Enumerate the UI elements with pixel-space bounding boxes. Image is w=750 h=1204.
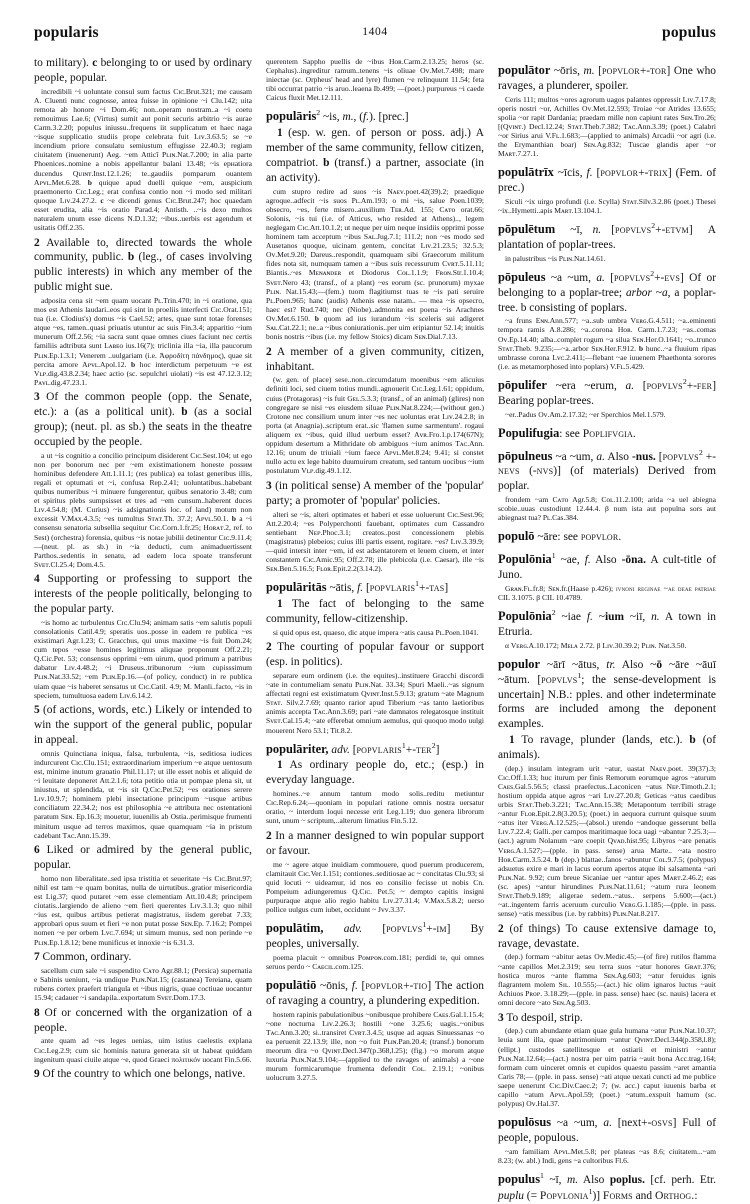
citation-block: Gʀᴀɴ.Fʟ.fr.8; Sᴇɴ.fr.(Haase p.426); ivnoni reginae ~ae deae patriae CIL 3.1075. β CIL 10.4789.: [498, 583, 716, 603]
citation-block: me ~ agere atque inuidiam commouere, quod puerum producerem, clamitauit Cɪᴄ.Ver.1.151; contiones..seditiosae ac ~ concitatas Clu.93; si quid locuti ~ uideamur, id nos eo consilio fecisse ut nobis Cn. Pompeium adiungeremus Q.Cɪᴄ. Pet.5; ~ dempto capitis insigni purpuraque atque alio regio habitu Lɪᴠ.27.31.4; V.Mᴀx.5.8.2; uerso pollice uulgus cum iubet, occidunt ~ Jᴠᴠ.3.37.: [266, 859, 484, 915]
citation-block: querentem Sappho puellis de ~ibus Hᴏʀ.Carm.2.13.25; heros (sc. Cephalus)..ingreditur ramum..tenens ~is oliuae Oᴠ.Met.7.498; mare iniectae (sc. Orpheus' head and lyre) flumen ~e relinquunt 11.54; feta tibi occurrat patrio ~is aruo..leaena Ib.499; —(poet.) purpureus ~i caede Caicus fluxit Met.12.111.: [266, 57, 484, 103]
citation-block: incredibili ~i uoluntate consul sum factus Cɪᴄ.Brut.321; me causam A. Cluenti nunc cognosse, antea fuisse in opinione ~i Clu.142; uita remota ab honore ~i Dom.46; non..operam nostram..a ~i coetu remouimus Lae.6; (Virtus) sumit aut ponit securis arbitrio ~is aurae Carm.3.2.20; populus iniussu..frequens iit supplicatum et haec naga ~isque supplicatio studiis prope celebrata fuit Lɪᴠ.3.63.5; se ~e incendium priore consulatu semiustum effugisse 22.40.3; regiam ciuitatem (inuenerunt) Aeg. ~em Atticī Pʟɪɴ.Nat.7.200; in alia parte Phoenices..nomine a nobis appellantur balani 13.48; ~is ернаtiora ducendus Qᴜɪɴᴛ.Inst.12.1.26; te..gaudiis pomparum ouantem Aᴘᴠʟ.Met.6.28. b quique apud duelli quique ~em, auspicium praemonerto Cɪᴄ.Leg.; erat confusa contio non ~i modo sed militari quoque Lɪᴠ.24.27.2. c ~e dicendi genus Cɪᴄ.Brut.247; hoc quaedam esset erudita, alia ~is oratio Parad.4; Antisth. ..~is dexo multos naturalem unum esse dicens N.D.1.32; ~ibus..uerbis est agendum et usitatis Off.2.35.: [34, 86, 252, 233]
citation-block: hostem rapinis pabulationibus ~onibusque prohibere Cᴀᴇs.Gal.1.15.4; ~one nocturna Lɪᴠ.2.26.3; hostili ~one 3.25.6; uagis..~onibus Tᴀᴄ.Ann.3.20; si..transiret Cᴠʀᴛ.3.4.5; usque ad aquas Sinuessanas ~o ea peruenit 22.13.9; ille, non ~o fuit Pʟɪɴ.Pan.20.4; (transf.) bonorum meorum dira ~o Qᴠɪɴᴛ.Decl.347(p.368,l.25); (fig.) ~o morum atque luxuria Pʟɪɴ.Nat.9.104;—(applied to the ravages of animals) a ~one murum formicarumque frumenta defendit Cᴏʟ. 2.19.1; ~onibus uolucrum 3.27.5.: [266, 1009, 484, 1083]
citation-block: homo non liberalitate..sed ipsa tristitia et seueritate ~is Cɪᴄ.Brut.97; nihil est tam ~e quam bonitas, nulla de uirtutibus..gratior misericordia est Lig.37; quod putaret ~em esse clementiam Att.10.4.8; principem ciutatis..largiendo de alieno ~em fieri querentes Lɪᴠ.3.1.3; quo nihil ~ius est, quibus artibus petierat magistratus, iisdem gerebat 7.33; approbari opus suum et fieri ~e non putat posse Sᴇɴ.Ep. 7.16.2; Pompei nomen ~e per orbem Lᴠᴄ.7.694; ut simum munus, sed non perinde ~e Pʟɪɴ.Ep.1.8.12; bene munificus et innoxie ~is 6.31.3.: [34, 873, 252, 947]
dictionary-headword: Populōnia$^1$ ~ae, f. Also -ōna. A cult-title of Juno.: [498, 551, 716, 581]
dictionary-headword: Populifugia: see Poplifvgia.: [498, 425, 636, 440]
dictionary-headword: populōsus ~a ~um, a. [next+-osvs] Full of people, populous.: [498, 1115, 716, 1145]
citation-block: cum stupro redire ad suos ~is Nᴀᴇᴠ.poet.42(39).2; praedique agroque..adfecit ~is suos Pʟ.Am.193; o mi ~is, salue Poen.1039; obsecro, ~es, ferte misero..auxilium Tᴇʀ.Ad. 155; Cᴀᴛᴏ orat.66; Solonis, ~is tui (i.e. of Atticus, who resided at Athens).., legem neglegam Cɪᴄ.Att.10.1.2; ut neque per uim neque insidiis opprimi posse hominem tam acceptum ~ibus Sᴀʟ.Jug.7.1; 111.2; non ~es modo sed Ausetanos quoque, uicinam gentem, concitat Lɪᴠ.21.23.5; 32.5.3; Oᴠ.Met.9.20; Dareus..respondit, quamquam sibi Graecorum militum fides nota sit, numquam tamen a ~ibus suis recessurum Cᴠʀᴛ.5.11.11; Biantis..~es Mᴇɴᴀɴᴅᴇʀ et Diodorus Cᴏʟ.1.1.9; Fʀᴏɴ.Str.1.10.4; Sᴠᴇᴛ.Nero 43; (transf., of a plant) ~es eorum (sc. prunorum) myxae Pʟɪɴ. Nat.15.43;—(fem.) tuom flagitiumst tuas te ~is pati seruire Pʟ.Poen.965; hanc (audis) Athenis esse natam.. — mea ~is opsecro, haec est? Rud.740; nec (Niobe)..admonita est poena ~is Arachnes Oᴠ.Met.6.150. b quom ad ius iurandum ~is sceleris sui adigeret Sᴀʟ.Cat.22.1; ne..a ~ibus coniurationis..per uim eripiantur 52.14; inuitis bonis nostris ~ibus (i.e. my fellow Stoics) dicam Sᴇɴ.Dial.7.13.: [266, 186, 484, 342]
dictionary-headword: populātrīx ~īcis, f. [popvlor+-trix] (Fem. of prec.): [498, 165, 716, 195]
sense-definition: 1 (esp. w. gen. of person or poss. adj.) A member of the same community, fellow citizen, compatriot. b (transf.) a partner, associate (in an activity).: [266, 127, 485, 184]
dictionary-headword: populātor ~ōris, m. [popvlor+-tor] One who ravages, a plunderer, spoiler.: [498, 63, 716, 92]
citation-block: in palustribus ~is Pʟɪɴ.Nat.14.61.: [505, 253, 606, 263]
running-head: [34, 24, 716, 46]
sense-definition: 8 Of or concerned with the organization of a people.: [34, 1006, 252, 1034]
dictionary-headword: Populōnia$^2$ ~iae f. ~ium ~iī, n. A town in Etruria.: [498, 608, 716, 638]
dictionary-headword: populāris$^2$ ~is, m., (f.). [prec.]: [266, 108, 409, 124]
sense-definition: 2 In a manner designed to win popular support or favour.: [266, 829, 484, 857]
sense-definition: 7 Common, ordinary.: [34, 951, 132, 964]
citation-block: frondem ~am Cᴀᴛᴏ Agr.5.8; Cᴏʟ.11.2.100; arida ~a uel abiegna scobie..uuas custodiunt 12.44.4. β num ista aut populna sors aut abiegnast tua? Pʟ.Cas.384.: [498, 495, 716, 523]
sense-definition: 3 To despoil, strip.: [498, 1011, 583, 1024]
citation-block: (dep.) insulam integram urit ~atur, uastat Nᴀᴇᴠ.poet. 39(37).3; Cɪᴄ.Off.1.33; huc iturum per finis Remorum eorumque agros ~aturum Cᴀᴇs.Gal.5.56.5; classi praefectus..Laconicen ~atus Nᴇᴘ.Timoth.2.1; hostium oppida atque agros ~ari Lɪᴠ.27.20.8; Geticas ~atus caedibus urbis Sᴛᴀᴛ.Theb.3.221; Tᴀᴄ.Ann.15.38; Metapontum terribili strage ~antur Fʟᴏʀ.Epit.2.8(3.20.5); (poet.) in aequora currunt quisque suum ~atus iter Vᴇʀɢ.A.12.525;—(absol.) urendo ~andoque gesserunt bella Lɪᴠ.7.22.4; Galli..per campos maritimaque loca uagi ~abantur 7.25.3;—(act.) agrum Nolanum ~are coepit Qᴠᴀᴅ.hist.95; Libyros ~are penatis Vᴇʀɢ.A.1.527;—(pple. in pass. sense) arua Marte.. ~ata nostro Hᴏʀ.Carm.3.5.24. b (dep.) blattae..fanos ~abuntur Cᴏʟ.9.7.5; (polypus) adsuetus exire e mari in lacus eorum apertos atque ibi salsamenta ~ari Pʟɪɴ.Nat. 9.92; cum breue Sicaniae uer ~antur apes Mᴀʀᴛ.2.46.2; eas (sc. apes) ~antur hirundines Pʟɪɴ.Nat.11.61; ~atum rura leonem Sᴛᴀᴛ.Theb.9.189; aligerae sedem..~atus.. serpens 5.600;—(act.) ~at..ingentem farris aceruum curculio Vᴇʀɢ.G.1.185;—(pple. in pass. sense) ~atis messibus (i.e. by rabbits) Pʟɪɴ.Nat.8.217.: [498, 763, 716, 919]
sense-definition: 2 A member of a given community, citizen, inhabitant.: [266, 345, 484, 373]
sense-definition: 6 Liked or admired by the general public, popular.: [34, 844, 252, 872]
running-head-left: popularis: [34, 24, 99, 41]
text-column-2: [266, 56, 485, 1083]
citation-block: ~is homo ac turbulentus Cɪᴄ.Clu.94; animam satis ~em salutis populi consolationis Catil.4.9; speratis uos..posse in eadem re publica ~es existimari Agr.1.23; C. Gracchus, qui unus maxime ~is fuit Dom.24; cum tepos ~esse homines legitimus aliquae proponunt Off.2.21; Q.Cic.Pet. 53; consensus opprimi ~em uirum, quod primum a patribus dabatur Lɪᴠ.4.48.2; ~i Druseus..tribunorum ~ium cupisssimum Pʟɪɴ.Nat.33.52; ~em Pʟɪɴ.Ep.16.—(of policy, conduct) in re publica uiam quae ~is haberet sensatus ut Cɪᴄ.Catil. 4.9; M. Manli..facto, ~is in speciem, tumultuosa eadem Lɪᴠ.6.14.2.: [34, 617, 252, 700]
citation-block: si quid opus est, quaeso, dic atque impera ~atis causa Pʟ.Poen.1041.: [273, 627, 479, 637]
dictionary-headword: populō ~āre: see popvlor.: [498, 529, 622, 544]
citation-block: omnis Quinctiana iniqua, falsa, turbulenta, ~is, seditiosa iudices indurcurent Cɪᴄ.Clu.151; extraordinarium imperium ~e atque uentosum est, minime inutum grauatio Phil.11.17; ut ille esset nobis et aliquid de ~i leuitate deponeret Att.2.1.6; tota petitio otia ut pompae plena sit, ut iniustus, ut splendida, ut ~is sit Q.Cɪᴄ.Pet.52; ~es orationes serere Lɪᴠ.10.9.7; hominem plebi insectatione principum ~usque artibus conciliatum 22.34.2; nos est philosophia ~e attributa nec ostentationi paratum Sᴇɴ. Ep.16.3; mouetur, iuuenilis ab Ostia..perimisque frumenti minitum usque ad terros maximos, quae quamquam ~ia in pristum cadebant Tᴀᴄ.Ann.15.39.: [34, 748, 252, 840]
running-head-right: populus: [662, 24, 716, 41]
sense-definition: 9 Of the country to which one belongs, native.: [34, 1068, 246, 1081]
sense-definition: 1 The fact of belonging to the same community, fellow-citizenship.: [266, 598, 484, 625]
text-column-1: [34, 56, 253, 1081]
citation-block: adposita cena sit ~em quam uocant Pʟ.Trin.470; in ~i oratione, qua mos est Athenis laudari..eos qui sint in proeliis interfecti Cɪᴄ.Orat.151; tua (i.e. Clodius's) domus ~is Cael.52; artes, quae sunt totae forenses atque ~es, tamen..quasi priuatis utuntur ac suis Fin.3.4; apparitio ~ium munerum Off.2.56; ~ia sacra sunt quae omnes ciues faciunt nec certis familiis adtributa sunt Lᴀʙᴇᴏ ius.16(7); triclinia illa ~ia, illa paucorum Pʟɪɴ.Ep.1.3.1; Venerem ..uulgariam (i.e. Ἀφροδίτη πάνδημος), quae sit percita amore Aᴘᴠʟ.Apol.12. b hoc interdictum perpetuum ~e est Vʟᴘ.dig.43.8.2.34; haec actio (sc. sepulchri uiolati) ~is est 47.12.3.12; Pᴀᴠʟ.dig.47.23.1.: [34, 295, 252, 387]
dictionary-headword: pōpulifer ~era ~erum, a. [popvlvs$^2$+-fer] Bearing poplar-trees.: [498, 377, 716, 407]
sense-definition: 2 (of things) To cause extensive damage to, ravage, devastate.: [498, 922, 716, 950]
sense-definition: 2 Available to, directed towards the whole community, public. b (leg., of cases involving public interests) in which any member of the public might sue.: [34, 236, 253, 294]
page-number: 1404: [362, 26, 388, 38]
citation-block: homines..~e annum tantum modo solis..reditu metiuntur Cɪᴄ.Rep.6.24;—quoniam in populari ratione omnis nostra uersatur oratio, ~ interdum loqui necesse erit Leg.1.19; duo genera librorum sunt, unum ~ scriptum,..alterum limatius Fin.5.12.: [266, 789, 484, 826]
citation-block: (w. gen. of place) sese..non..circumdatum moenibus ~em alicuius definiti loci, sed ciuem totius mundi..agnouerit Cɪᴄ.Leg.1.61; oppidum, cuius (Protagoras) ~is fuit Gᴇʟ.5.3.3; (transf., of an animal) (glires) non congregare se nisi ~es eiusdem siluae Pʟɪɴ.Nat.8.224;—(without gen.) Crotone nec consilium unum inter ~es nec uoluntas erat Lɪᴠ.24.2.8; in porta (at Anagnia)..scriptum erat..sic 'flamen sume sarmentum'. rogaui aliquem ex ~ibus, quid illud uerbum esset? Aᴠʀ.Fro.1.p.174(67N); oppidum desertum a Mithridate ob ambiguos ~ium animos Tᴀᴄ.Ann. 12.16; unum de triuiali ~ium faece Aᴘᴠʟ.Met.8.24; 9.41; si constet nullo actu ex lege habito duumuirum creatum, sed tantum uocibus ~ium postulatum Vʟᴘ.dig.49.1.12.: [266, 375, 484, 476]
citation-block: ~er..Padus Oᴠ.Am.2.17.32; ~er Sperchios Mel.1.579.: [505, 409, 666, 419]
citation-block: Ceris 111; multos ~ores agrorum uagos palantes oppressit Lɪᴠ.7.17.8; operis nostri ~or, Achilles Oᴠ.Met.12.593; Troiae ~or Atrides 13.655; spolia ~or rapit Dardania; praedam mille non capiunt rates Sᴇɴ.Tro.26; [(Qᴠɪɴᴛ.) Decl.12.24; Sᴛᴀᴛ.Theb.7.382; Tᴀᴄ.Ann.3.39; (poet.) Calabri ~or Sirius arui V.Fʟ.1.683;—(applied to animals) Arcadii ~or agri (i.e. the Erymanthian boar) Sᴇɴ.Ag.832; Tuscae glandis aper ~or Mᴀʀᴛ.7.27.1.: [498, 94, 716, 159]
citation-block: (dep.) cum abundante etiam quae gula humana ~atur Pʟɪɴ.Nat.10.37; leuia sunt illa, quae patrimonium ~antur Qᴠɪɴᴛ.Decl.344(p.358,l.8); (ellipt.) custodes satellitesque et ostiarii et ministri ~antur Pʟɪɴ.Nat.12.64;—(act.) nostra per uim patria ~auit bona Acc.trag.164; formam cum uinceret omnis et cupidos quaestu passim ~aret amantia Caris 78;— (pple. in pass. sense) ~ati atque uexati cuncti ad me publice saepe uenerunt Cɪᴄ.Div.Caec.2; 7; (w. acc.) caput iuuenis barba et capillo ~atum Aᴘᴠʟ.Apol.59; (poet.) ~atum..exspuit hamum (sc. polypus) Oᴠ.Hal.37.: [498, 1026, 716, 1109]
sense-definition: 2 The courting of popular favour or support (esp. in politics).: [266, 641, 484, 669]
citation-block: ante quam ad ~es leges uenias, uim istius caelestis explana Cɪᴄ.Leg.2.9; cum sic hominis natura generata sit ut habeat quiddam ingenitum quasi ciuile atque ~e, quod Graeci πολιτικόν uocant Fin.5.66.: [34, 1036, 252, 1064]
dictionary-headword: populus$^1$ ~ī, m. Also poplus. [cf. perh. Etr. puplu (= Popvlonia$^1$)] Forms and Orthog.:: [498, 1171, 716, 1202]
dictionary-headword: populāriter, adv. [popvlaris$^1$+-ter$^2$]: [266, 740, 440, 756]
citation-block: α Vᴇʀɢ.A.10.172; Mᴇʟᴀ 2.72. β Lɪᴠ.30.39.2; Pʟɪɴ. Nat.3.50.: [505, 640, 687, 650]
text-column-3: [498, 56, 717, 1202]
citation-block: poema placuit ~ omnibus Pᴏᴍᴘᴏɴ.com.181; perdidi te, qui omnes seruos perdo ~ Cᴀᴇᴄɪʟ.com.125.: [266, 952, 484, 971]
sense-definition: to military). c belonging to or used by ordinary people, popular.: [34, 57, 252, 84]
citation-block: Siculi ~ix uirgo profundi (i.e. Scylla) Sᴛᴀᴛ.Silv.3.2.86 (poet.) Thesei ~ix..Hymetti..apis Mᴀʀᴛ.13.104.1.: [498, 196, 716, 216]
citation-block: ~am familiam Aᴘᴠʟ.Met.5.8; per plateas ~as 8.6; ciuitatem...~am 8.23; (w. abl.) Indi, gens ~a cultoribus Fl.6.: [498, 1146, 716, 1165]
citation-block: alteri se ~is, alteri optimates et haberi et esse uoluerunt Cɪᴄ.Sest.96; Att.2.20.4; ~es Polyperchonti fauebant, optimates cum Cassandro sentiebant Nᴇᴘ.Phoc.3.1; creatos..post concessionem plebis (magistratus) plebeios; cuius illi partis essent, rogitare. ~es? Lɪᴠ.3.39.9;—quid intersit inter ~em, id est adsentatorem et leuem ciuem, et inter constantem Cɪᴄ.Amic.95; Off.2.78; ille plebicola (i.e. Caesar), ille ~is Sᴇɴ.Ben.5.16.5; Fʟᴏʀ.Epit.2.2(3.14.2).: [266, 509, 484, 574]
sense-definition: 3 Of the common people (opp. the Senate, etc.): a (as a political unit). b (as a social group); (neut. pl. as sb.) the seats in the theatre occupied by the people.: [34, 391, 252, 448]
sense-definition: 5 (of actions, words, etc.) Likely or intended to win the support of the general public, popular in appeal.: [34, 704, 252, 746]
citation-block: a ut ~is cognitio a concilio principum disiderent Cɪᴄ.Sest.104; ut ego non per bonorum nec per ~em existimationem honeste possим hominibus defendere Att.1.11.1; (res publica) ea tolast generibus illis, regali et optumati et ~i, confusa Rep.2.41; uoluntatibus..habebant quibus numeribus ~i minuere fungerentur, quibus senatorio 3.48; cum et spiritus plebs sumpsisset et tres ad ~em cunsum..haberent duces Lɪᴠ.4.54.8; (M. Curius) ~is adsignationis loc. of land) motum non excessit V.Mᴀx.4.3.5; ~es tumultus Sᴛᴀᴛ.Th. 37.2; Aᴘᴠʟ.50.1. b a ~i consensu senatoria subsellia sequitur Cɪᴄ.Corn.1.fr.25; Hᴏʀᴀᴛ.2, ref. to Sest) (orchestra) forensia, quibus ~is notae jubilii detinentur Cɪᴄ.9.11.4;—(neut. pl. as sb.) in ~ia deducti, cum animaduertissent Parthos..sedentis in senatu, ad eadem loca spoate transferunt Sᴠᴇᴛ.Cl.25.4; Dom.4.5.: [34, 450, 253, 569]
column-container: [34, 56, 718, 1202]
sense-definition: 1 As ordinary people do, etc.; (esp.) in everyday language.: [266, 759, 484, 787]
dictionary-headword: populāritās ~ātis, f. [popvlaris$^1$+-tas]: [266, 579, 449, 595]
dictionary-headword: pōpulētum ~ī, n. [popvlvs$^2$+-etvm] A plantation of poplar-trees.: [498, 221, 716, 251]
dictionary-headword: populātim, adv. [popvlvs$^1$+-im] By peoples, universally.: [266, 920, 484, 950]
citation-block: (dep.) formam ~abitur aetas Oᴠ.Medic.45;—(of fire) rutilos flammа ~ante capillos Met.2.319; seu terra suos ~atur honores Gʀᴀᴛ.376; hostica muros ~ante flamma Sᴇɴ.Ag.603; ~atur feruidus ignis flagrantem molem Sɪʟ. 10.555;—(act.) hic olim ignaros luctus ~auit Achiuos Pʀᴏᴘ. 3.18.29;—(pple. in pass. sense) haec (sc. nauis) lacera et omni decore ~ato Sᴇɴ.Ag.503.: [498, 952, 716, 1007]
citation-block: sacellum cum sale ~i suspendito Cᴀᴛᴏ Agr.88.1; (Persica) supernatia e Sabinis ueniunt, ~ia undique Pʟɪɴ.Nat.15; (castanea) Tereiana, quam rubens cortex praefert triangula et ~ibus nigris, quae coctiuae uocantur 15.94; cadauer ~i sandapila..exportatum Sᴠᴇᴛ.Dom.17.3.: [34, 965, 252, 1003]
citation-block: ~a fruns Eɴɴ.Ann.577; ~a..sub umbra Vᴇʀɢ.G.4.511; ~a..eminenti tempora ramis A.8.286; ~a..corona Hᴏʀ. Carm.1.7.23; ~as..comas Oᴠ.Ep.14.40; alba..complet rogum ~a silua Sᴇɴ.Her.O.1641; ~o..trunco Sᴛᴀᴛ.Theb. 9.235;—~a..arbor Sᴇɴ.Her.F.912. b hunc..~a fluuium ripas umbrasse corona Lᴠᴄ.2.411;—flebant ~ae iuuenem Phaethonta sorores (i.e. as metamorphosed into poplars) V.Fʟ.5.429.: [498, 316, 716, 371]
dictionary-headword: populor ~ārī ~ātus, tr. Also ~ō ~āre ~āuī ~ātum. [popvlvs$^1$; the sense-development is uncertain] N.B.: pples. and other indeterminate forms are included among the deponent examples.: [498, 656, 717, 731]
dictionary-headword: populātiō ~ōnis, f. [popvlor+-tio] The action of ravaging a country, a plundering expedition.: [266, 978, 484, 1007]
sense-definition: 1 To ravage, plunder (lands, etc.). b (of animals).: [498, 734, 716, 761]
sense-definition: 4 Supporting or professing to support the interests of the people politically, belonging to the popular party.: [34, 573, 252, 616]
sense-definition: 3 (in political sense) A member of the 'popular' party; a promoter of 'popular' policies.: [266, 479, 484, 507]
citation-block: separare eum ordinem (i.e. the equites)..instituere Gracchi discordi ~ate in contumeliam senatu Pʟɪɴ.Nat. 33.34; Spuri Maeli..~as signum affectati regni est existimatum Qᴠɪɴᴛ.Inst.5.9.13; gratum ~ate Magnum Sᴛᴀᴛ. Silv.2.7.69; quanto rarior apud Tiberium ~as tanto laetioribus animis accepta Tᴀᴄ.Ann.3.69; pari ~ate damnatos relegatosque instituit Sᴠᴇᴛ.Cal.15.4; ~ate efferebat omnium aemulus, qui quoquo modo uulgi mouerent Nero 53.1; Tit.8.2.: [266, 670, 484, 735]
dictionary-headword: pōpuleus ~a ~um, a. [popvlvs$^2$+-evs] Of or belonging to a poplar-tree; arbor ~a, a poplar-tree. b consisting of poplars.: [498, 269, 717, 314]
dictionary-headword: pōpulneus ~a ~um, a. Also -nus. [popvlvs$^2$ +-nevs (-nvs)] (of materials) Derived from poplar.: [498, 447, 716, 493]
